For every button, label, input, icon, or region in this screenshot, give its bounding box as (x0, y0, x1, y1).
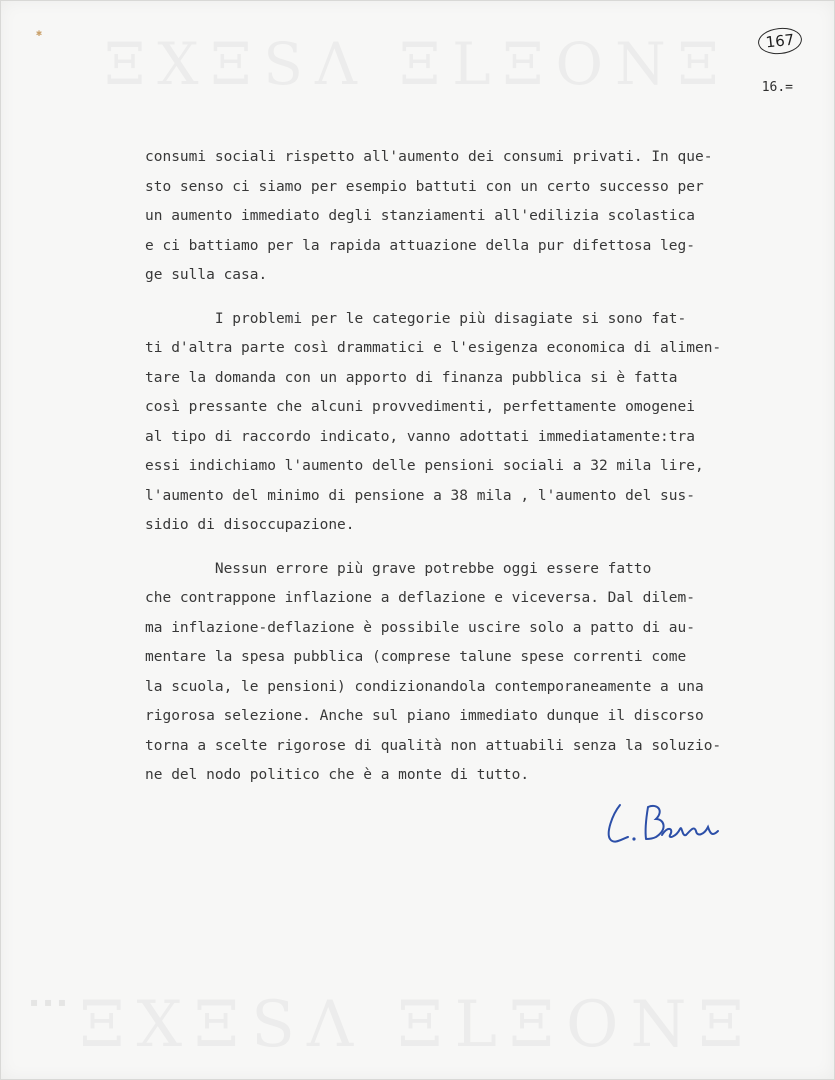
text-line: ti d'altra parte così drammatici e l'esigenza economica di alimen- (145, 340, 722, 356)
signature-drawing (598, 795, 738, 855)
text-line: tare la domanda con un apporto di finanza pubblica si è fatta (145, 369, 678, 386)
bleed-through-header: ΞXΞSΛ ΞLΞOΝΞ (104, 30, 731, 98)
paragraph-gap (145, 541, 805, 555)
text-line: e ci battiamo per la rapida attuazione della pur difettosa leg- (145, 237, 695, 254)
text-line: ma inflazione-deflazione è possibile uscire solo a patto di au- (145, 619, 695, 636)
text-line: essi indichiamo l'aumento delle pensioni sociali a 32 mila lire, (145, 458, 704, 474)
text-line: l'aumento del minimo di pensione a 38 mila , l'aumento del sus- (145, 487, 695, 504)
signature-letter-l (609, 805, 628, 842)
bleed-through-mark: ▪ ▪ ▪ (30, 995, 68, 1009)
text-line: al tipo di raccordo indicato, vanno adottati immediatamente:tra (145, 428, 695, 445)
text-line: consumi sociali rispetto all'aumento dei consumi privati. In que- (145, 149, 713, 165)
paragraph-2 (145, 305, 805, 541)
text-line: così pressante che alcuni provvedimenti, perfettamente omogenei (145, 399, 695, 415)
signature-dot (632, 837, 635, 840)
ink-spot-mark: ✱ (36, 28, 43, 39)
paragraph-gap (145, 291, 805, 305)
signature-letter-b (646, 806, 664, 839)
archive-number-stamp: 167 (757, 26, 803, 56)
text-line: che contrappone inflazione a deflazione e viceversa. Dal dilem- (145, 590, 695, 606)
text-line: Nessun errore più grave potrebbe oggi essere fatto (145, 560, 652, 577)
text-line: sto senso ci siamo per esempio battuti con un certo successo per (145, 178, 704, 195)
text-line: ge sulla casa. (145, 267, 268, 283)
paragraph-3 (145, 555, 805, 791)
signature-rest (662, 827, 718, 837)
page-number: 16.= (761, 80, 793, 95)
text-line: ne del nodo politico che è a monte di tutto. (145, 767, 530, 783)
text-line: torna a scelte rigorose di qualità non attuabili senza la soluzio- (145, 737, 722, 754)
text-line: rigorosa selezione. Anche sul piano immediato dunque il discorso (145, 708, 704, 724)
text-line: I problemi per le categorie più disagiate si sono fat- (145, 310, 687, 327)
text-line: un aumento immediato degli stanziamenti all'edilizia scolastica (145, 208, 695, 224)
handwritten-signature (598, 795, 738, 859)
paragraph-1 (145, 143, 805, 291)
typed-body-text (145, 143, 805, 791)
text-line: sidio di disoccupazione. (145, 517, 355, 533)
bleed-through-footer: ΞXΞSΛ ΞLΞOΝΞ (79, 988, 756, 1062)
text-line: la scuola, le pensioni) condizionandola contemporaneamente a una (145, 678, 704, 695)
text-line: mentare la spesa pubblica (comprese talune spese correnti come (145, 649, 687, 665)
